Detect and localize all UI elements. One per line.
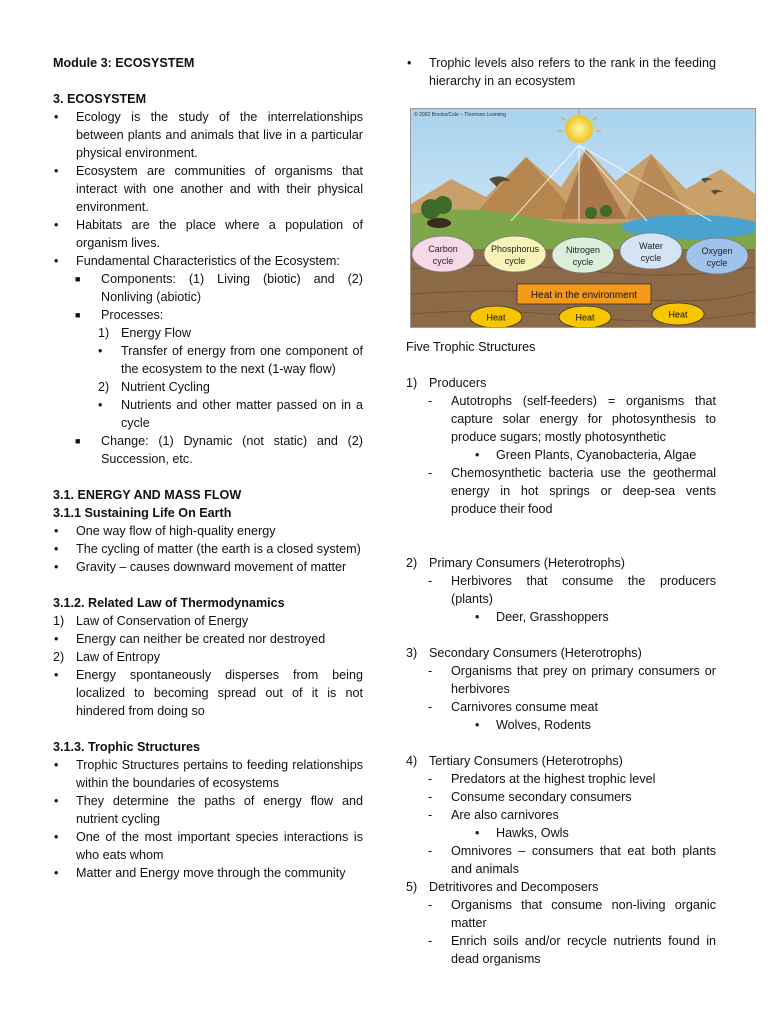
list-item: • The cycling of matter (the earth is a closed system) — [54, 542, 361, 556]
svg-text:Heat: Heat — [575, 312, 595, 323]
list-item: • Deer, Grasshoppers — [475, 610, 609, 624]
list-item: • Ecosystem are communities of organisms that interact with one another and with their physical environment. — [54, 164, 363, 214]
ecosystem-illustration — [410, 108, 756, 328]
list-item: 2) Primary Consumers (Heterotrophs) — [406, 556, 625, 570]
module-title: Module 3: ECOSYSTEM — [53, 56, 195, 70]
list-item: • Trophic Structures pertains to feeding relationships within the boundaries of ecosystems — [54, 758, 363, 790]
svg-text:cycle: cycle — [572, 257, 594, 267]
svg-text:Phosphorus: Phosphorus — [490, 244, 540, 254]
list-item: - Enrich soils and/or recycle nutrients found in dead organisms — [428, 934, 716, 966]
list-item: • Transfer of energy from one component of the ecosystem to the next (1-way flow) — [98, 344, 363, 376]
svg-text:Carbon: Carbon — [428, 244, 458, 254]
animal-icon — [427, 218, 451, 228]
list-item: 5) Detritivores and Decomposers — [406, 880, 599, 894]
svg-text:Heat: Heat — [668, 309, 688, 320]
list-item: • Gravity – causes downward movement of matter — [54, 560, 347, 574]
left-column — [53, 54, 363, 882]
list-item: • Ecology is the study of the interrelationships between plants and animals that live in a particular physical environment. — [54, 110, 363, 160]
svg-text:cycle: cycle — [432, 256, 454, 266]
subsection-heading: 3.1.3. Trophic Structures — [53, 740, 200, 754]
cycle-water — [620, 233, 682, 269]
cycle-oxygen — [686, 238, 748, 274]
list-item: - Organisms that consume non-living organic matter — [428, 898, 716, 930]
list-item: 2) Law of Entropy — [53, 650, 161, 664]
list-item: 4) Tertiary Consumers (Heterotrophs) — [406, 754, 623, 768]
list-item: • Green Plants, Cyanobacteria, Algae — [475, 448, 697, 462]
heat-oval — [470, 306, 522, 327]
list-item: 1) Energy Flow — [98, 326, 191, 340]
heat-environment-label: Heat in the environment — [530, 290, 638, 301]
right-column — [406, 54, 733, 968]
list-item: - Autotrophs (self-feeders) = organisms that capture solar energy for photosynthesis to produce sugars; mostly photosynthetic — [428, 394, 716, 444]
trophic-structures-title: Five Trophic Structures — [406, 340, 536, 354]
cycle-nitrogen — [552, 237, 614, 273]
list-item: ■ Components: (1) Living (biotic) and (2) Nonliving (abiotic) — [75, 272, 363, 304]
section-title: 3. ECOSYSTEM — [53, 92, 147, 106]
svg-text:Water: Water — [639, 241, 663, 251]
heat-oval — [652, 303, 704, 325]
svg-text:Oxygen: Oxygen — [701, 246, 733, 256]
list-item: • Energy can neither be created nor destroyed — [54, 632, 326, 646]
list-item: - Omnivores – consumers that eat both plants and animals — [428, 844, 716, 876]
list-item: 2) Nutrient Cycling — [98, 380, 210, 394]
heat-oval — [559, 306, 611, 327]
list-item: - Organisms that prey on primary consumers or herbivores — [428, 664, 716, 696]
list-item: • Nutrients and other matter passed on in a cycle — [98, 398, 363, 430]
svg-text:Nitrogen: Nitrogen — [565, 245, 601, 255]
cycle-phosphorus — [484, 236, 546, 272]
cycle-carbon — [412, 236, 474, 272]
list-item: - Chemosynthetic bacteria use the geothermal energy in hot springs or deep-sea vents produce their food — [428, 466, 716, 516]
list-item: • Trophic levels also refers to the rank in the feeding hierarchy in an ecosystem — [407, 56, 716, 88]
ecosystem-diagram — [411, 109, 755, 327]
list-item: ■ Processes: — [75, 308, 164, 322]
list-item: • Matter and Energy move through the community — [54, 866, 346, 880]
svg-text:cycle: cycle — [504, 256, 526, 266]
list-item: - Herbivores that consume the producers (plants) — [428, 574, 716, 606]
section-heading: 3.1. ENERGY AND MASS FLOW — [53, 488, 242, 502]
list-item: • Wolves, Rodents — [475, 718, 591, 732]
list-item: - Carnivores consume meat — [428, 700, 598, 714]
list-item: • One way flow of high-quality energy — [54, 524, 276, 538]
list-item: - Are also carnivores — [428, 808, 559, 822]
list-item: ■ Change: (1) Dynamic (not static) and (2) Succession, etc. — [75, 434, 363, 466]
list-item: 1) Law of Conservation of Energy — [53, 614, 249, 628]
list-item: 3) Secondary Consumers (Heterotrophs) — [406, 646, 642, 660]
list-item: - Predators at the highest trophic level — [428, 772, 656, 786]
list-item: • Hawks, Owls — [475, 826, 569, 840]
list-item: - Consume secondary consumers — [428, 790, 632, 804]
svg-text:cycle: cycle — [706, 258, 728, 268]
svg-text:Heat: Heat — [486, 312, 506, 323]
figure-copyright: © 2002 Brooks/Cole – Thomson Learning — [414, 112, 506, 118]
list-item: 1) Producers — [406, 376, 487, 390]
list-item: • One of the most important species interactions is who eats whom — [54, 830, 363, 862]
subsection-heading: 3.1.1 Sustaining Life On Earth — [53, 506, 232, 520]
list-item: • Fundamental Characteristics of the Ecosystem: — [54, 254, 340, 268]
svg-text:cycle: cycle — [640, 253, 662, 263]
subsection-heading: 3.1.2. Related Law of Thermodynamics — [53, 596, 285, 610]
list-item: • They determine the paths of energy flow and nutrient cycling — [54, 794, 363, 826]
list-item: • Habitats are the place where a population of organism lives. — [54, 218, 363, 250]
list-item: • Energy spontaneously disperses from being localized to becoming spread out of it is not hindered from doing so — [54, 668, 363, 718]
